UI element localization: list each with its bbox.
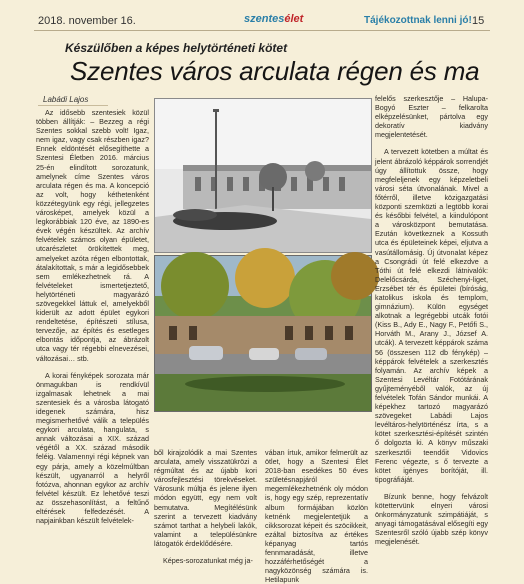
issue-date: 2018. november 16. [38,15,136,27]
text-column-2 [154,448,257,566]
text-column-3 [265,448,368,584]
page-header [0,0,524,32]
paragraph: A korai fényképek sorozata már önmagukban is rendkívül izgalmasak lehetnek a mai szentesiek és a városba látogató idegenek számára, hisz megismerhetővé válik a település egykori arculata, hangulata, s annak változásai a XIX. század végétől a XX. század második feléig. Valamennyi régi képnek van egy párja, amely a közelmúltban készült, ugyanarról a helyről fotózva, ahonnan egykor az archív felvétel készült. Ez lehetővé teszi az összehasonlítást, a feltűnő eltérések felfedezését. A napjainkban készült felvételek- [36,370,149,526]
modern-photo [154,255,372,412]
text-column-4 [375,94,488,547]
paragraph: felelős szerkesztője – Halupa-Bogyó Eszter – felkarolta elképzelésünket, pártolva egy dekoratív kiadvány megjelentetését. [375,94,488,140]
logo-accent: élet [284,13,304,25]
article-kicker: Készülőben a képes helytörténeti kötet [65,41,288,55]
newspaper-logo [244,13,303,25]
paragraph: Az idősebb szentesiek közül többen állítják: – Bezzeg a régi Szentes sokkal szebb volt! Igaz, nem igaz, vagy csak részben igaz? Ennek eldöntését elősegíthette a Szentesi Életben 2016. március 25-én elindított sorozatunk, amelynek címe Szentes város arculata régen és ma. A koncepció az volt, hogy kéthetenként közzétegyünk egy régi, jellegzetes városképet, amelyek közül a legkorábbiak 120 éve, az 1890-es évek végén készültek. Az archív felvételek számos olyan épületet, utcarészletet örökítettek meg, amelyeket azóta régen elbontottak, átalakítottak, s már a legidősebbek sem emlékezhetnek rá. A felvételeket ismertetjeztető, helytörténeti magyarázó szövegekkel láttuk el, amelyekből kiderült az adott épület egykori rendeltetése, építészeti stílusa, tervezője, az építés és esetleges elbontás időpontja, az ábrázolt utca vagy tér régebbi elnevezései, változásai… stb. [36,108,149,363]
archive-photo-image [155,99,371,252]
header-slogan: Tájékozottnak lenni jó! [364,15,472,26]
paragraph: Bízunk benne, hogy felvázolt kötettervünk elnyeri városi önkormányzatunk szimpátiáját, s anyagi támogatásával elősegíti egy Szentesről szóló újabb szép könyv megjelenését. [375,491,488,547]
paragraph: A tervezett kötetben a múltat és jelent ábrázoló képpárok sorrendjét úgy állítottuk össze, hogy megfeleljenek egy képzeletbeli városi séta útvonalának. Mivel a főtérről, illetve közigazgatási központi szemközti a legtöbb korai és későbbi felvétel, a kiindulópont a városközpont bemutatása. Ezután következnek a Kossuth utca és épületeinek képei, eljutva a vasútállomásig. Új útvonalat képez a Csongrádi út felé elkezdve a Tóthi út felé elkezdi látnivalók: Delelőcsárda, Széchenyi-liget, Erzsébet tér és épületei (bíróság, katolikus iskola és templom, gimnázium). Külön egységet alkotnak a legrégebbi utcák fotói (Kiss B., Ady E., Nagy F., Petőfi S., Horváth M., Arany J., József A. utcák). A tervezett képpárok száma 56 (összesen 112 db fénykép) – képpárok felvételek a szerkesztés folyamán. Az archív képek a Szentesi Levéltár Fotótárának gyűjteményéből valók, az új felvételek Tofán Sándor munkái. A képekhez tartozó magyarázó szövegeket Labádi Lajos levéltáros-helytörténész írta, s a kötet szerkesztési-építését szintén ő dolgozta ki. A könyv műszaki szerkesztői teendőit Vidovics Ferenc végezte, s ő tervezte a kötet igényes borítóját, ill. tipográfiáját. [375,147,488,484]
modern-photo-image [155,256,371,411]
paragraph: Képes-sorozatunkat még ja- [163,556,253,566]
paragraph: vában írtuk, amikor felmerült az ötlet, hogy a Szentesi Élet 2018-ban esedékes 50 éves születésnapjáról megemlékezhetnénk oly módon is, hogy egy szép, reprezentatív album formájában közlön ketnénk megjelentetjük a cikksorozat képeit és szöcikkeit, ezáltal biztosítva az értékes képanyag tartós fennmaradását, illetve hozzáférhetőségét a nagyközönség számára is. Hetilapunk [265,448,368,584]
text-column-1 [36,108,149,540]
article-author: Labádi Lajos [43,95,89,104]
logo-main: szentes [244,13,285,25]
archive-photo [154,98,372,253]
paragraph: ből kirajzolódik a mai Szentes arculata, amely visszatükrözi a régmúltat és az újabb kori városfejlesztési törekvéseket. Városunk múltja és jelene ilyen módon együtt, egy nem volt bemutatva. Megítélésünk szerint a tervezett kiadvány számot tarthat a helybeli lakók, valamint a településünkre látogatók érdeklődésére. [154,448,257,548]
header-rule [34,30,490,31]
article-title: Szentes város arculata régen és ma [70,56,480,86]
page-number: 15 [472,15,485,27]
